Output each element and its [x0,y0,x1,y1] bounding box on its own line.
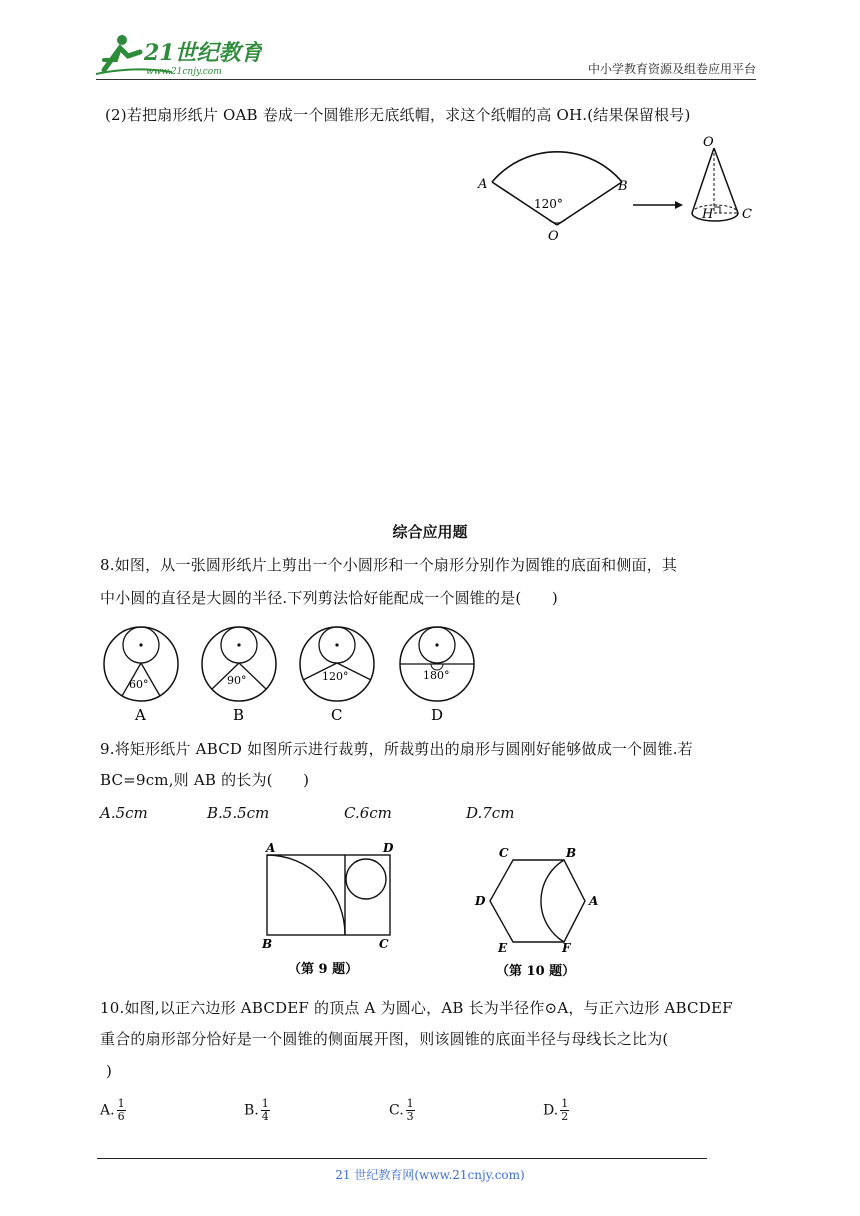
fig7-angle-label: 120° [534,197,563,211]
q10-option-b-den: 4 [261,1110,269,1123]
fig10-label-b: B [566,846,577,860]
q8-angle-a: 60° [129,678,149,691]
q10-caption: （第 10 题） [496,964,576,979]
q10-option-c-den: 3 [406,1110,414,1123]
fig9-label-c: C [379,937,389,951]
header-divider [96,79,756,80]
q10-option-a [100,1098,126,1123]
q9-line1: 9.将矩形纸片 ABCD 如图所示进行裁剪，所裁剪出的扇形与圆刚好能够做成一个圆锥.若 [100,740,693,758]
q8-angle-b: 90° [227,674,247,687]
site-logo [92,30,262,78]
q10-option-d [543,1098,569,1123]
fig9-label-b: B [262,937,273,951]
q8-label-b: B [233,706,245,724]
section-title: 综合应用题 [392,523,468,541]
fig7-label-h: H [702,207,714,222]
q8-figure-b [202,627,276,724]
q10-option-a-den: 6 [117,1110,125,1123]
header-platform-text: 中小学教育资源及组卷应用平台 [587,62,756,76]
q10-option-a-num: 1 [117,1097,125,1110]
fig10-label-a: A [589,894,599,908]
q7-part2-text: (2)若把扇形纸片 OAB 卷成一个圆锥形无底纸帽，求这个纸帽的高 OH.(结果保留根号) [105,106,691,124]
q8-label-d: D [431,706,444,724]
q9-line2: BC=9cm,则 AB 的长为( ) [100,771,310,789]
q9-option-d: D.7cm [466,804,515,822]
q10-line2: 重合的扇形部分恰好是一个圆锥的侧面展开图，则该圆锥的底面半径与母线长之比为( [100,1030,669,1048]
fig7-label-o: O [548,229,559,244]
logo-text: 21世纪教育 [144,40,262,66]
fig10-label-f: F [562,941,571,955]
fig10-label-c: C [499,846,509,860]
fig7-label-b: B [618,179,628,194]
q8-angle-c: 120° [322,670,349,683]
fig9-label-d: D [383,841,394,855]
fig7-label-c: C [742,207,752,222]
logo-url-text: www.21cnjy.com [146,67,222,77]
q8-figures [100,622,490,731]
q10-option-b [244,1098,270,1123]
q9-figure [258,838,408,987]
fig7-label-a: A [478,177,488,192]
fig9-label-a: A [266,841,276,855]
q9-option-c: C.6cm [344,804,392,822]
q7-figure [470,130,770,249]
q10-line3: ) [106,1062,113,1080]
q9-option-a: A.5cm [100,804,148,822]
q9-option-b: B.5.5cm [207,804,270,822]
q8-line2: 中小圆的直径是大圆的半径.下列剪法恰好能配成一个圆锥的是( ) [100,589,558,607]
q8-figure-c [300,627,374,724]
q8-figure-d [400,627,474,724]
fig7-cone-label-o: O [703,135,714,150]
q10-option-d-num: 1 [561,1097,569,1110]
q10-option-c [389,1098,415,1123]
q10-option-d-den: 2 [561,1110,569,1123]
q8-line1: 8.如图，从一张圆形纸片上剪出一个小圆形和一个扇形分别作为圆锥的底面和侧面，其 [100,556,678,574]
q10-option-c-num: 1 [406,1097,414,1110]
footer-divider [97,1158,707,1159]
runner-logo-icon [92,30,262,78]
q10-option-a-prefix: A. [100,1102,115,1119]
q8-label-a: A [135,706,146,724]
fig10-label-d: D [475,894,486,908]
fig10-label-e: E [498,941,508,955]
q8-figure-a [104,627,178,724]
q10-line1: 10.如图,以正六边形 ABCDEF 的顶点 A 为圆心，AB 长为半径作⊙A，与正六边形 ABCDEF [100,999,733,1017]
q8-angle-d: 180° [423,669,450,682]
q10-option-d-prefix: D. [543,1102,559,1119]
q10-option-c-prefix: C. [389,1102,404,1119]
q8-label-c: C [331,706,343,724]
q9-caption: （第 9 题） [288,962,359,977]
footer-link[interactable]: 21 世纪教育网(www.21cnjy.com) [335,1168,525,1182]
q10-option-b-prefix: B. [244,1102,259,1119]
q10-figure [468,838,608,987]
q10-option-b-num: 1 [261,1097,269,1110]
